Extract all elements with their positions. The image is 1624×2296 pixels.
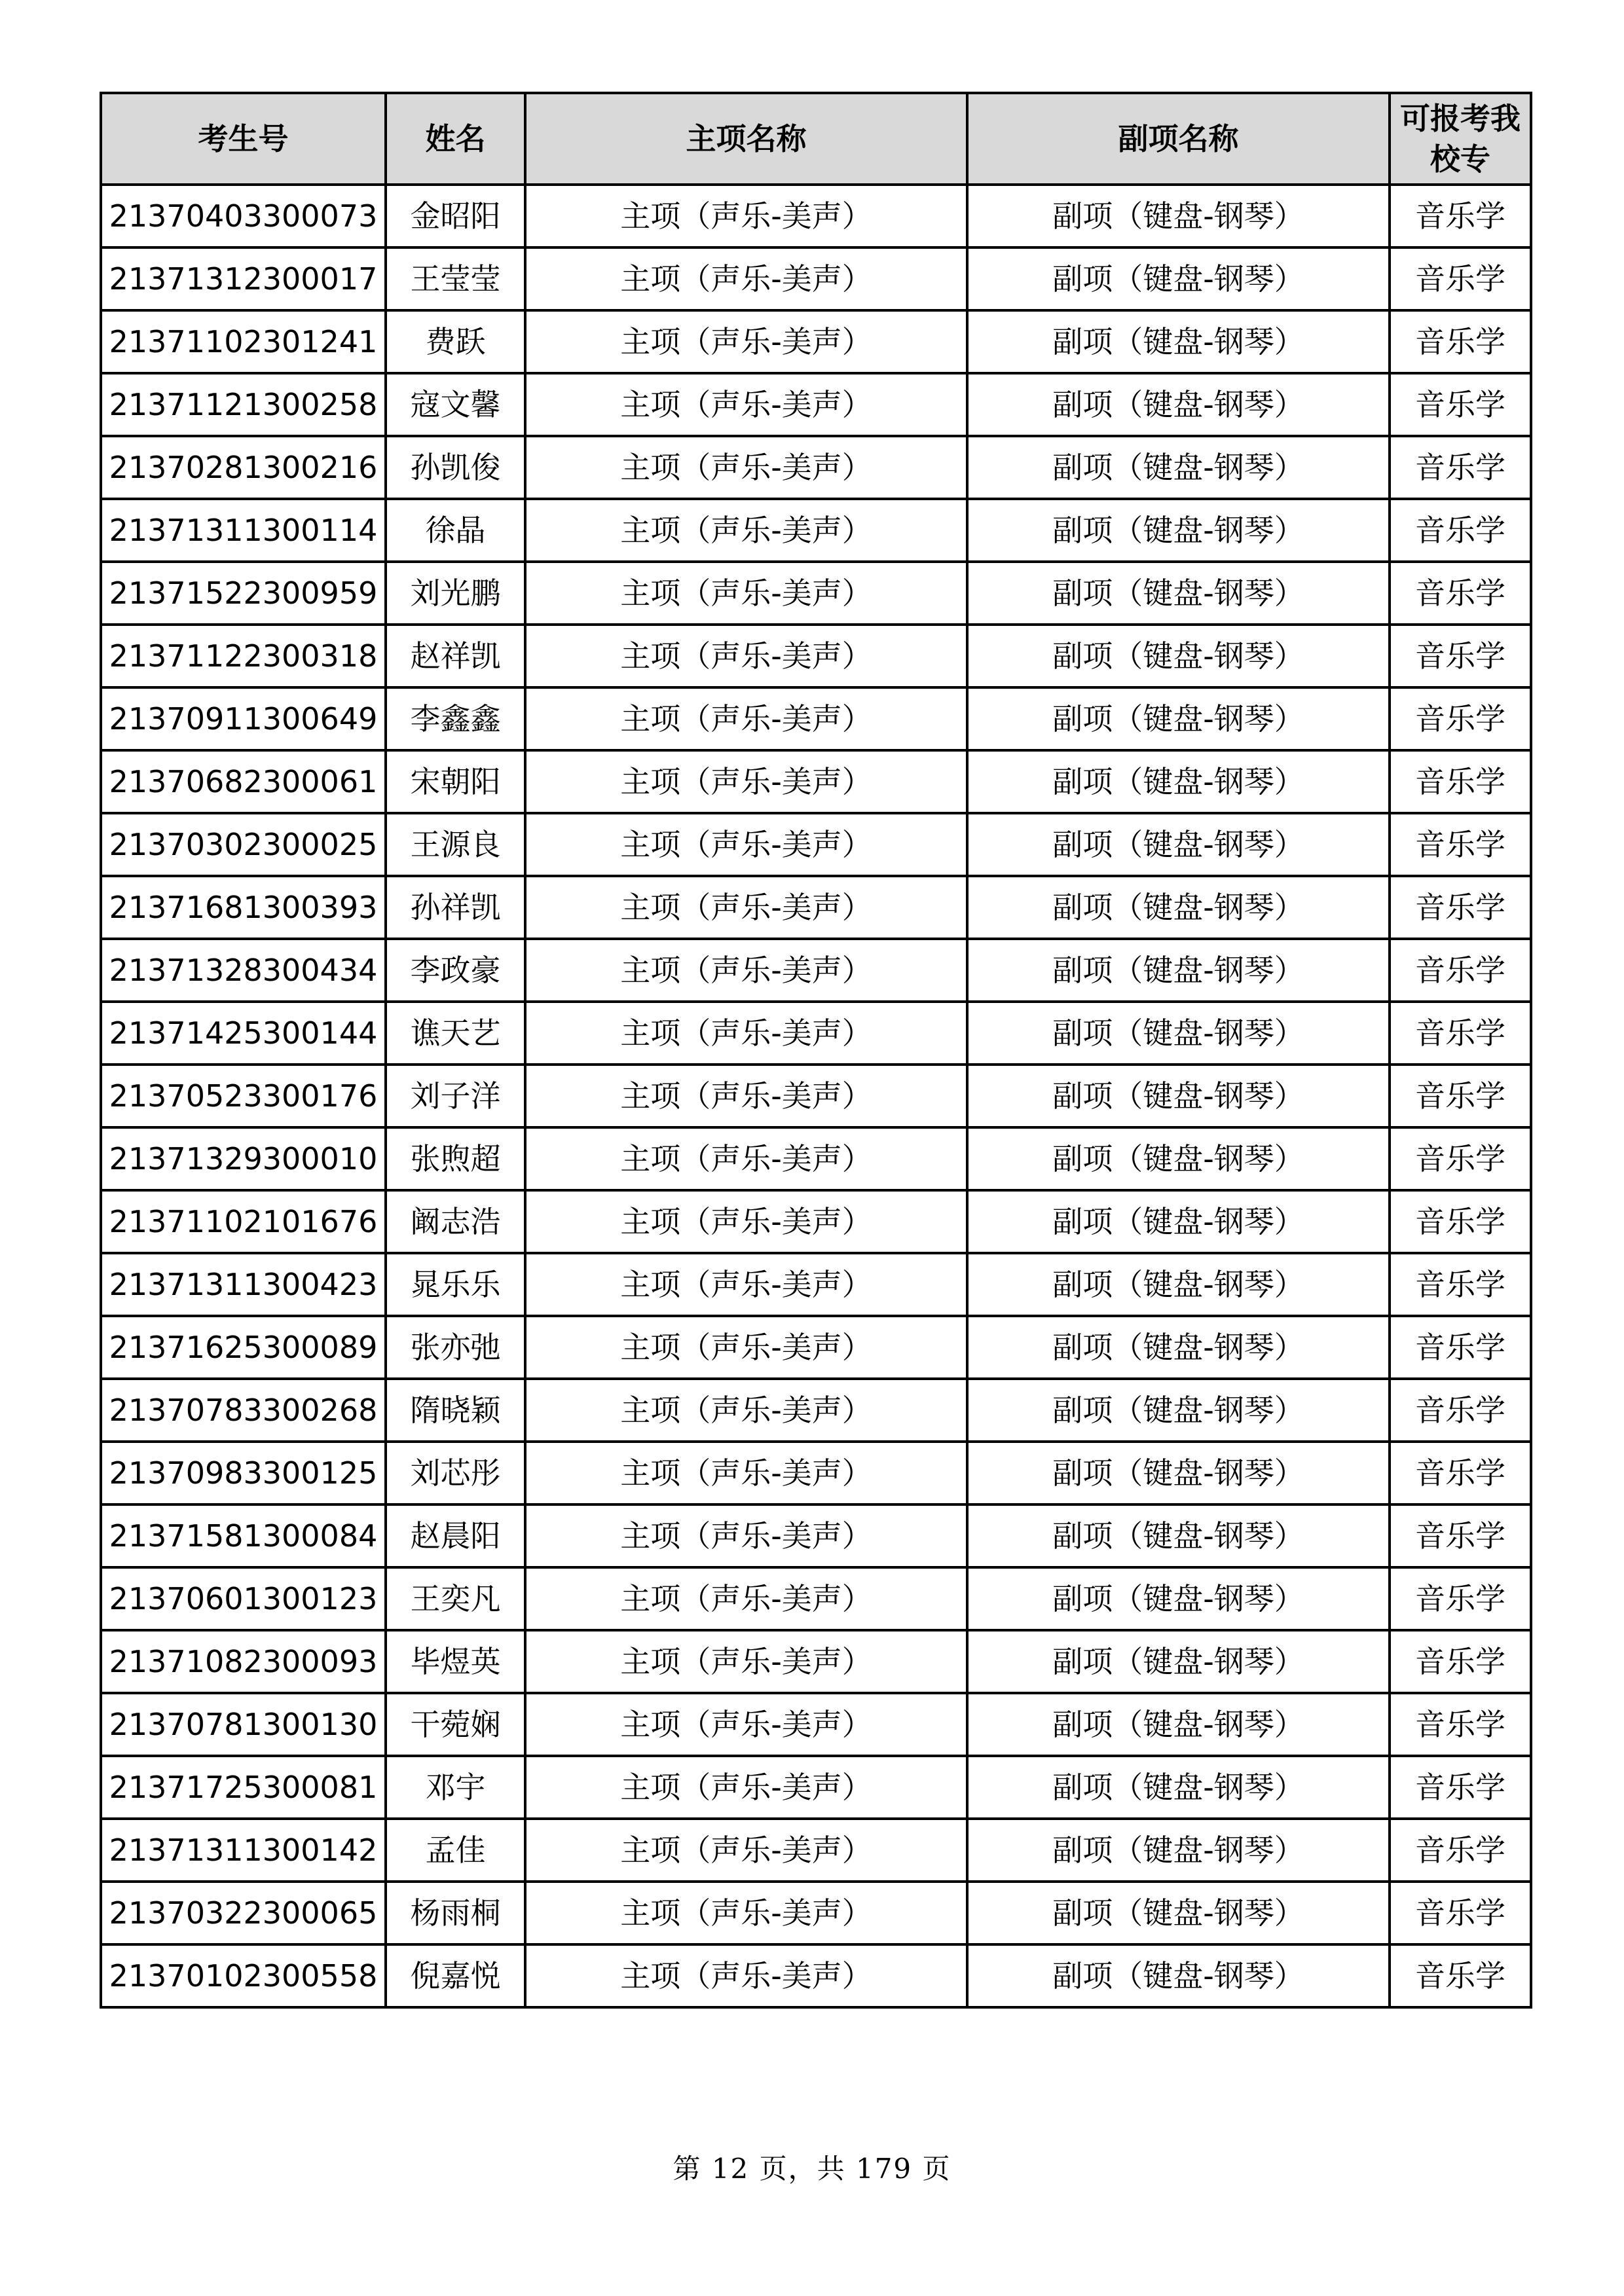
table-row [101, 687, 1531, 750]
cell-main-item: 主项（声乐-美声） [525, 1567, 967, 1630]
cell-main-item: 主项（声乐-美声） [525, 687, 967, 750]
cell-name: 寇文馨 [386, 373, 525, 436]
cell-main-item: 主项（声乐-美声） [525, 939, 967, 1002]
cell-eligible-major: 音乐学 [1390, 310, 1531, 373]
cell-name: 晁乐乐 [386, 1253, 525, 1316]
cell-name: 金昭阳 [386, 185, 525, 247]
cell-eligible-major: 音乐学 [1390, 1504, 1531, 1567]
cell-sub-item: 副项（键盘-钢琴） [967, 1504, 1390, 1567]
cell-main-item: 主项（声乐-美声） [525, 813, 967, 876]
cell-sub-item: 副项（键盘-钢琴） [967, 750, 1390, 813]
cell-eligible-major: 音乐学 [1390, 687, 1531, 750]
cell-main-item: 主项（声乐-美声） [525, 1504, 967, 1567]
table-row [101, 247, 1531, 310]
cell-sub-item: 副项（键盘-钢琴） [967, 1442, 1390, 1504]
candidate-table [100, 92, 1532, 2009]
cell-eligible-major: 音乐学 [1390, 1819, 1531, 1882]
cell-main-item: 主项（声乐-美声） [525, 1316, 967, 1379]
table-row [101, 436, 1531, 499]
cell-eligible-major: 音乐学 [1390, 1127, 1531, 1190]
cell-name: 刘子洋 [386, 1065, 525, 1127]
table-row [101, 1253, 1531, 1316]
table-row [101, 1379, 1531, 1442]
cell-main-item: 主项（声乐-美声） [525, 1379, 967, 1442]
cell-name: 倪嘉悦 [386, 1944, 525, 2007]
cell-name: 孙祥凯 [386, 876, 525, 939]
cell-candidate-id: 21371082300093 [101, 1630, 386, 1693]
cell-candidate-id: 21370682300061 [101, 750, 386, 813]
cell-main-item: 主项（声乐-美声） [525, 185, 967, 247]
cell-name: 谯天艺 [386, 1002, 525, 1065]
table-row [101, 625, 1531, 687]
cell-candidate-id: 21370983300125 [101, 1442, 386, 1504]
cell-name: 刘光鹏 [386, 562, 525, 625]
cell-candidate-id: 21371312300017 [101, 247, 386, 310]
cell-sub-item: 副项（键盘-钢琴） [967, 247, 1390, 310]
cell-name: 刘芯彤 [386, 1442, 525, 1504]
cell-eligible-major: 音乐学 [1390, 1882, 1531, 1944]
cell-sub-item: 副项（键盘-钢琴） [967, 1190, 1390, 1253]
cell-sub-item: 副项（键盘-钢琴） [967, 625, 1390, 687]
cell-name: 张亦弛 [386, 1316, 525, 1379]
cell-name: 张煦超 [386, 1127, 525, 1190]
cell-main-item: 主项（声乐-美声） [525, 1190, 967, 1253]
cell-candidate-id: 21370322300065 [101, 1882, 386, 1944]
cell-eligible-major: 音乐学 [1390, 1190, 1531, 1253]
cell-main-item: 主项（声乐-美声） [525, 1756, 967, 1819]
cell-sub-item: 副项（键盘-钢琴） [967, 813, 1390, 876]
table-row [101, 1819, 1531, 1882]
cell-sub-item: 副项（键盘-钢琴） [967, 1253, 1390, 1316]
header-main-item: 主项名称 [525, 93, 967, 185]
table-row [101, 1504, 1531, 1567]
cell-name: 王莹莹 [386, 247, 525, 310]
cell-sub-item: 副项（键盘-钢琴） [967, 185, 1390, 247]
cell-eligible-major: 音乐学 [1390, 436, 1531, 499]
cell-eligible-major: 音乐学 [1390, 185, 1531, 247]
cell-sub-item: 副项（键盘-钢琴） [967, 1379, 1390, 1442]
cell-main-item: 主项（声乐-美声） [525, 1944, 967, 2007]
table-row [101, 1944, 1531, 2007]
cell-name: 隋晓颖 [386, 1379, 525, 1442]
cell-name: 王奕凡 [386, 1567, 525, 1630]
cell-eligible-major: 音乐学 [1390, 1944, 1531, 2007]
cell-candidate-id: 21371311300423 [101, 1253, 386, 1316]
cell-candidate-id: 21370523300176 [101, 1065, 386, 1127]
cell-candidate-id: 21371522300959 [101, 562, 386, 625]
cell-main-item: 主项（声乐-美声） [525, 1065, 967, 1127]
table-row [101, 813, 1531, 876]
cell-main-item: 主项（声乐-美声） [525, 436, 967, 499]
cell-eligible-major: 音乐学 [1390, 1630, 1531, 1693]
cell-name: 毕煜英 [386, 1630, 525, 1693]
cell-main-item: 主项（声乐-美声） [525, 562, 967, 625]
cell-main-item: 主项（声乐-美声） [525, 1127, 967, 1190]
cell-sub-item: 副项（键盘-钢琴） [967, 1756, 1390, 1819]
cell-main-item: 主项（声乐-美声） [525, 1693, 967, 1756]
cell-name: 赵晨阳 [386, 1504, 525, 1567]
cell-main-item: 主项（声乐-美声） [525, 1819, 967, 1882]
header-row [101, 93, 1531, 185]
cell-main-item: 主项（声乐-美声） [525, 247, 967, 310]
cell-main-item: 主项（声乐-美声） [525, 1253, 967, 1316]
cell-candidate-id: 21371102301241 [101, 310, 386, 373]
table-row [101, 750, 1531, 813]
header-eligible-major: 可报考我校专 [1390, 93, 1531, 185]
table-row [101, 1127, 1531, 1190]
cell-main-item: 主项（声乐-美声） [525, 1882, 967, 1944]
cell-name: 李鑫鑫 [386, 687, 525, 750]
cell-eligible-major: 音乐学 [1390, 876, 1531, 939]
cell-name: 宋朝阳 [386, 750, 525, 813]
table-row [101, 1065, 1531, 1127]
cell-candidate-id: 21370403300073 [101, 185, 386, 247]
cell-eligible-major: 音乐学 [1390, 562, 1531, 625]
cell-sub-item: 副项（键盘-钢琴） [967, 310, 1390, 373]
cell-eligible-major: 音乐学 [1390, 813, 1531, 876]
table-row [101, 1002, 1531, 1065]
cell-candidate-id: 21371121300258 [101, 373, 386, 436]
cell-sub-item: 副项（键盘-钢琴） [967, 373, 1390, 436]
cell-candidate-id: 21371725300081 [101, 1756, 386, 1819]
cell-eligible-major: 音乐学 [1390, 750, 1531, 813]
cell-candidate-id: 21370781300130 [101, 1693, 386, 1756]
table-body [101, 185, 1531, 2007]
cell-sub-item: 副项（键盘-钢琴） [967, 1127, 1390, 1190]
cell-sub-item: 副项（键盘-钢琴） [967, 1002, 1390, 1065]
cell-name: 赵祥凯 [386, 625, 525, 687]
table-row [101, 1190, 1531, 1253]
cell-candidate-id: 21371328300434 [101, 939, 386, 1002]
table-row [101, 939, 1531, 1002]
cell-eligible-major: 音乐学 [1390, 625, 1531, 687]
cell-eligible-major: 音乐学 [1390, 1379, 1531, 1442]
cell-eligible-major: 音乐学 [1390, 1756, 1531, 1819]
cell-candidate-id: 21371425300144 [101, 1002, 386, 1065]
cell-eligible-major: 音乐学 [1390, 499, 1531, 562]
cell-candidate-id: 21371311300142 [101, 1819, 386, 1882]
cell-eligible-major: 音乐学 [1390, 939, 1531, 1002]
cell-eligible-major: 音乐学 [1390, 1693, 1531, 1756]
cell-candidate-id: 21370601300123 [101, 1567, 386, 1630]
page-footer: 第 12 页，共 179 页 [673, 2153, 951, 2185]
cell-main-item: 主项（声乐-美声） [525, 1002, 967, 1065]
table-row [101, 373, 1531, 436]
cell-eligible-major: 音乐学 [1390, 1065, 1531, 1127]
cell-sub-item: 副项（键盘-钢琴） [967, 1693, 1390, 1756]
table-row [101, 1316, 1531, 1379]
table-row [101, 310, 1531, 373]
cell-eligible-major: 音乐学 [1390, 1442, 1531, 1504]
table-row [101, 1882, 1531, 1944]
cell-candidate-id: 21371625300089 [101, 1316, 386, 1379]
table-row [101, 185, 1531, 247]
table-row [101, 1567, 1531, 1630]
cell-candidate-id: 21370911300649 [101, 687, 386, 750]
table-row [101, 1630, 1531, 1693]
cell-sub-item: 副项（键盘-钢琴） [967, 687, 1390, 750]
cell-main-item: 主项（声乐-美声） [525, 1630, 967, 1693]
cell-candidate-id: 21371102101676 [101, 1190, 386, 1253]
cell-eligible-major: 音乐学 [1390, 1002, 1531, 1065]
cell-sub-item: 副项（键盘-钢琴） [967, 1630, 1390, 1693]
table-row [101, 1693, 1531, 1756]
cell-main-item: 主项（声乐-美声） [525, 750, 967, 813]
cell-sub-item: 副项（键盘-钢琴） [967, 1944, 1390, 2007]
cell-sub-item: 副项（键盘-钢琴） [967, 1567, 1390, 1630]
cell-name: 费跃 [386, 310, 525, 373]
cell-candidate-id: 21371681300393 [101, 876, 386, 939]
cell-main-item: 主项（声乐-美声） [525, 876, 967, 939]
cell-sub-item: 副项（键盘-钢琴） [967, 1819, 1390, 1882]
cell-candidate-id: 21370783300268 [101, 1379, 386, 1442]
cell-name: 干菀娴 [386, 1693, 525, 1756]
cell-name: 孟佳 [386, 1819, 525, 1882]
cell-name: 徐晶 [386, 499, 525, 562]
cell-eligible-major: 音乐学 [1390, 1253, 1531, 1316]
cell-name: 李政豪 [386, 939, 525, 1002]
cell-eligible-major: 音乐学 [1390, 373, 1531, 436]
cell-name: 杨雨桐 [386, 1882, 525, 1944]
cell-name: 邓宇 [386, 1756, 525, 1819]
cell-main-item: 主项（声乐-美声） [525, 499, 967, 562]
header-sub-item: 副项名称 [967, 93, 1390, 185]
cell-name: 阚志浩 [386, 1190, 525, 1253]
table-row [101, 876, 1531, 939]
cell-candidate-id: 21371311300114 [101, 499, 386, 562]
cell-main-item: 主项（声乐-美声） [525, 310, 967, 373]
cell-candidate-id: 21371329300010 [101, 1127, 386, 1190]
cell-main-item: 主项（声乐-美声） [525, 1442, 967, 1504]
table-row [101, 499, 1531, 562]
cell-candidate-id: 21371122300318 [101, 625, 386, 687]
cell-candidate-id: 21370102300558 [101, 1944, 386, 2007]
table-row [101, 1756, 1531, 1819]
cell-sub-item: 副项（键盘-钢琴） [967, 1065, 1390, 1127]
table-row [101, 562, 1531, 625]
cell-candidate-id: 21370281300216 [101, 436, 386, 499]
cell-name: 孙凯俊 [386, 436, 525, 499]
cell-candidate-id: 21370302300025 [101, 813, 386, 876]
cell-sub-item: 副项（键盘-钢琴） [967, 436, 1390, 499]
cell-sub-item: 副项（键盘-钢琴） [967, 1316, 1390, 1379]
cell-sub-item: 副项（键盘-钢琴） [967, 876, 1390, 939]
cell-sub-item: 副项（键盘-钢琴） [967, 499, 1390, 562]
cell-sub-item: 副项（键盘-钢琴） [967, 1882, 1390, 1944]
header-name: 姓名 [386, 93, 525, 185]
cell-eligible-major: 音乐学 [1390, 1567, 1531, 1630]
cell-main-item: 主项（声乐-美声） [525, 625, 967, 687]
table-row [101, 1442, 1531, 1504]
cell-name: 王源良 [386, 813, 525, 876]
table-header [101, 93, 1531, 185]
cell-sub-item: 副项（键盘-钢琴） [967, 562, 1390, 625]
cell-eligible-major: 音乐学 [1390, 247, 1531, 310]
cell-sub-item: 副项（键盘-钢琴） [967, 939, 1390, 1002]
cell-eligible-major: 音乐学 [1390, 1316, 1531, 1379]
cell-candidate-id: 21371581300084 [101, 1504, 386, 1567]
cell-main-item: 主项（声乐-美声） [525, 373, 967, 436]
header-candidate-id: 考生号 [101, 93, 386, 185]
